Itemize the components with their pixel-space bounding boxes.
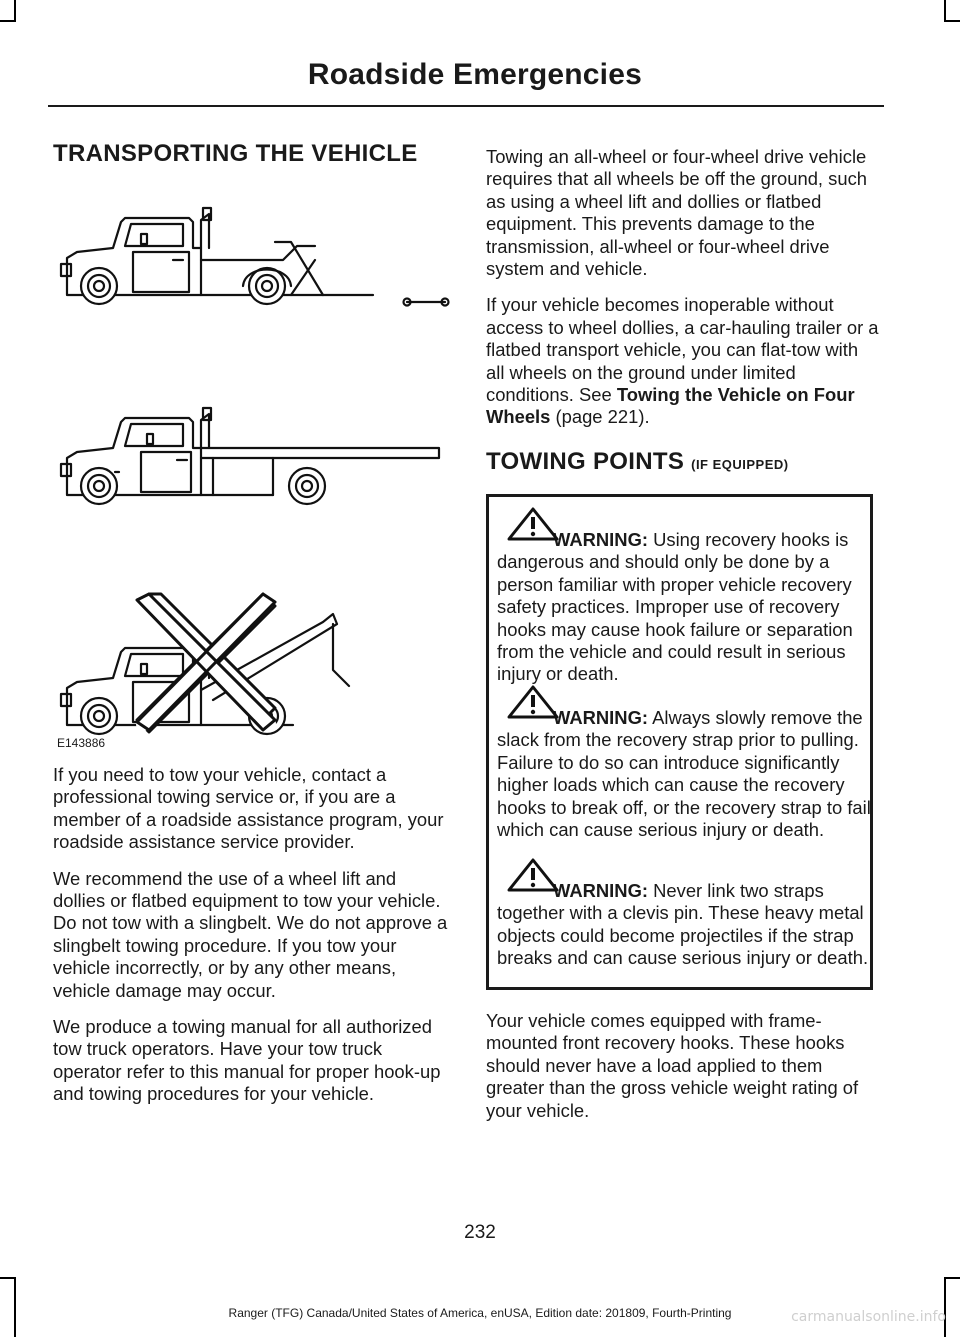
crop-mark: [14, 0, 16, 22]
crop-mark: [0, 20, 16, 22]
warning-1: [497, 529, 871, 686]
crop-mark: [0, 1277, 16, 1279]
figure-id: E143886: [57, 736, 106, 750]
page-number: 232: [464, 1222, 496, 1243]
right-column: [486, 140, 879, 429]
watermark: carmanualsonline.info: [791, 1309, 946, 1325]
warning-text: Always slowly remove the slack from the recovery strap prior to pulling. Failure to do so can introduce significantly higher loads which can cause the recovery hooks to break off, or the recovery strap to fail which can cause serious injury or death.: [497, 707, 871, 841]
warning-text: Never link two straps together with a clevis pin. These heavy metal objects could become projectiles if the strap breaks and can cause serious injury or death.: [497, 880, 869, 969]
page-reference: (page 221).: [550, 406, 650, 428]
crop-mark: [944, 20, 960, 22]
paragraph-contact-tow: If you need to tow your vehicle, contact a professional towing service or, if you are a member of a roadside assistance program, your roadside assistance service provider.: [53, 764, 444, 853]
warning-label: WARNING:: [553, 707, 649, 728]
section-heading-towing-points: [486, 448, 789, 477]
paragraph-recovery-hooks: Your vehicle comes equipped with frame-mounted front recovery hooks. These hooks should never have a load applied to them greater than the gross vehicle weight rating of your vehicle.: [486, 1010, 859, 1121]
paragraph-recommend-equipment: We recommend the use of a wheel lift and dollies or flatbed equipment to tow your vehicle. Do not tow with a slingbelt. We do not approve a slingbelt towing procedure. If you tow your vehicle incorrectly, or by any other means, vehicle damage may occur.: [53, 867, 448, 1001]
paragraph-awd-towing: Towing an all-wheel or four-wheel drive vehicle requires that all wheels be off the ground, such as using a wheel lift and dollies or flatbed equipment. This prevents damage to the transmission, all-wheel or four-wheel drive system and vehicle.: [486, 146, 867, 280]
towing-points-title: TOWING POINTS: [486, 448, 685, 475]
warning-triangle-icon: [507, 507, 559, 546]
left-column: [53, 140, 448, 169]
header-divider: [48, 105, 884, 107]
warning-2: [497, 707, 871, 841]
crop-mark: [944, 0, 946, 22]
towing-points-suffix: (IF EQUIPPED): [691, 457, 789, 472]
paragraph-towing-manual: We produce a towing manual for all authorized tow truck operators. Have your tow truck operator refer to this manual for proper hook-up and towing procedures for your vehicle.: [53, 1016, 441, 1105]
warning-triangle-icon: [507, 685, 559, 724]
warning-box: [486, 494, 873, 990]
warning-text: Using recovery hooks is dangerous and should only be done by a person familiar with proper vehicle recovery safety practices. Improper use of recovery hooks may cause hook failure or separation from the vehicle and could result in serious injury or death.: [497, 529, 853, 685]
section-heading-transporting: TRANSPORTING THE VEHICLE: [53, 140, 418, 167]
wheel-lift-truck-icon: [61, 208, 449, 306]
left-text-block: [53, 764, 448, 1106]
warning-label: WARNING:: [553, 529, 649, 550]
page-header-title: Roadside Emergencies: [307, 58, 642, 91]
warning-triangle-icon: [507, 858, 559, 897]
cross-reference-link[interactable]: Towing the Vehicle on Four Wheels: [486, 384, 855, 428]
flat-tow-text: If your vehicle becomes inoperable without access to wheel dollies, a car-hauling trailer or a flatbed transport vehicle, you can flat-tow with all wheels on the ground under limited conditions. See: [486, 294, 879, 406]
warning-label: WARNING:: [553, 880, 649, 901]
towing-illustration: [53, 200, 455, 750]
warning-3: [497, 880, 871, 970]
document-footer: Ranger (TFG) Canada/United States of America, enUSA, Edition date: 201809, Fourth-Printing: [228, 1306, 732, 1320]
flatbed-truck-icon: [61, 408, 439, 504]
crop-mark: [944, 1277, 960, 1279]
paragraph-flat-tow: [486, 294, 879, 428]
